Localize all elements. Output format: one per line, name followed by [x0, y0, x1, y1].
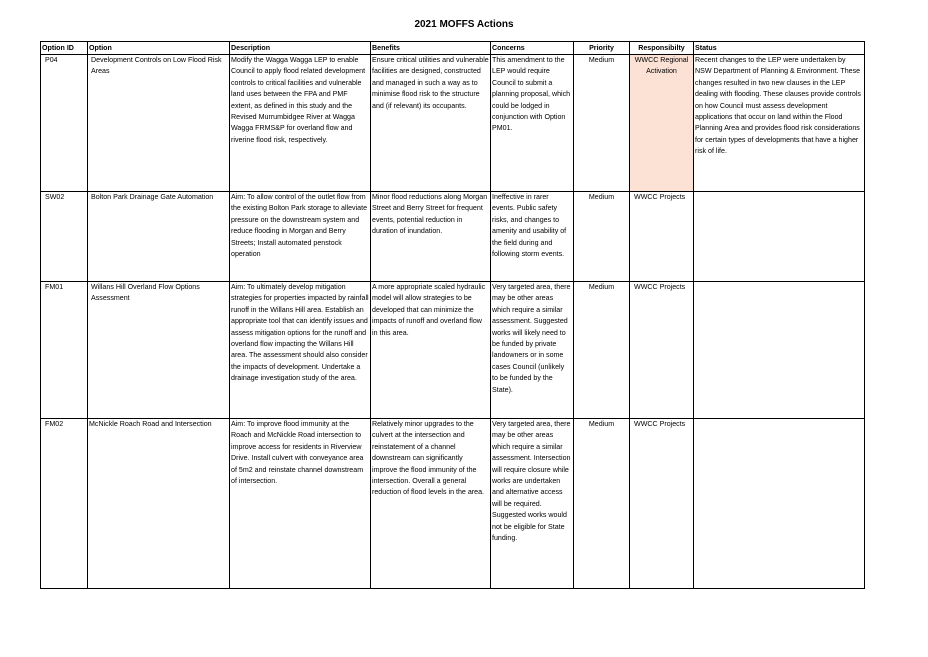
cell-priority: Medium: [574, 192, 630, 282]
cell-benefits: Relatively minor upgrades to the culvert at the intersection and reinstatement of a channel downstream can significantly improve the flood immunity of the intersection. Overall a general reduction of flood levels in the area.: [371, 419, 491, 589]
cell-option: Bolton Park Drainage Gate Automation: [88, 192, 230, 282]
page-title: 2021 MOFFS Actions: [414, 19, 514, 30]
cell-option: McNickle Roach Road and Intersection: [88, 419, 230, 589]
cell-concerns: Very targeted area, there may be other areas which require a similar assessment. Intersection will require closure while works are undertaken and alternative access will be required. Suggested works would not be eligible for State funding.: [491, 419, 574, 589]
cell-option-id: SW02: [41, 192, 88, 282]
column-header-status: Status: [694, 42, 865, 55]
cell-responsibility: WWCC Regional Activation: [630, 55, 694, 192]
table-row: [41, 419, 865, 589]
column-header-priority: Priority: [574, 42, 630, 55]
cell-option: Development Controls on Low Flood Risk Areas: [88, 55, 230, 192]
column-header-option-id: Option ID: [41, 42, 88, 55]
cell-option-id: P04: [41, 55, 88, 192]
cell-option-id: FM02: [41, 419, 88, 589]
column-header-concerns: Concerns: [491, 42, 574, 55]
cell-option: Willans Hill Overland Flow Options Assessment: [88, 282, 230, 419]
column-header-responsibility: Responsibilty: [630, 42, 694, 55]
cell-benefits: A more appropriate scaled hydraulic model will allow strategies to be developed that can minimize the impacts of runoff and overland flow in this area.: [371, 282, 491, 419]
cell-priority: Medium: [574, 419, 630, 589]
cell-concerns: Ineffective in rarer events. Public safety risks, and changes to amenity and usability of the field during and following storm events.: [491, 192, 574, 282]
cell-priority: Medium: [574, 55, 630, 192]
cell-concerns: This amendment to the LEP would require Council to submit a planning proposal, which could be lodged in conjunction with Option PM01.: [491, 55, 574, 192]
cell-benefits: Minor flood reductions along Morgan Street and Berry Street for frequent events, potential reduction in duration of inundation.: [371, 192, 491, 282]
cell-responsibility: WWCC Projects: [630, 192, 694, 282]
table-header-row: [41, 42, 865, 55]
cell-status: [694, 192, 865, 282]
cell-status: Recent changes to the LEP were undertaken by NSW Department of Planning & Environment. These changes resulted in two new clauses in the LEP dealing with flooding. These clauses provide controls on how Council must assess development applications that occur on land within the Flood Planning Area and provides flood risk considerations for certain types of developments that have a higher risk of life.: [694, 55, 865, 192]
cell-option-id: FM01: [41, 282, 88, 419]
column-header-description: Description: [230, 42, 371, 55]
cell-benefits: Ensure critical utilities and vulnerable facilities are designed, constructed and managed in such a way as to minimise flood risk to the structure and (if relevant) its occupants.: [371, 55, 491, 192]
cell-responsibility: WWCC Projects: [630, 419, 694, 589]
cell-description: Aim: To improve flood immunity at the Roach and McNickle Road intersection to improve access for residents in Riverview Drive. Install culvert with conveyance area of 5m2 and reinstate channel downstream of intersection.: [230, 419, 371, 589]
table-row: [41, 55, 865, 192]
cell-description: Modify the Wagga Wagga LEP to enable Council to apply flood related development controls to critical facilities and vulnerable land uses between the FPA and PMF extent, as defined in this study and the Revised Murrumbidgee River at Wagga Wagga FRMS&P for overland flow and riverine flood risk, respectively.: [230, 55, 371, 192]
cell-concerns: Very targeted area, there may be other areas which require a similar assessment. Suggested works will likely need to be funded by private landowners or in some cases Council (unlikely to be funded by the State).: [491, 282, 574, 419]
table-row: [41, 282, 865, 419]
table-row: [41, 192, 865, 282]
column-header-option: Option: [88, 42, 230, 55]
cell-status: [694, 282, 865, 419]
cell-responsibility: WWCC Projects: [630, 282, 694, 419]
column-header-benefits: Benefits: [371, 42, 491, 55]
cell-description: Aim: To allow control of the outlet flow from the existing Bolton Park storage to alleviate pressure on the downstream system and reduce flooding in Morgan and Berry Streets; Install automated penstock operation: [230, 192, 371, 282]
cell-status: [694, 419, 865, 589]
cell-description: Aim: To ultimately develop mitigation strategies for properties impacted by rainfall runoff in the Willans Hill area. Establish an appropriate tool that can identify issues and assess mitigation options for the runoff and overland flow impacting the Willans Hill area. The assessment should also consider the impacts of development. Undertake a drainage investigation study of the area.: [230, 282, 371, 419]
cell-priority: Medium: [574, 282, 630, 419]
moffs-actions-table: [40, 41, 865, 589]
